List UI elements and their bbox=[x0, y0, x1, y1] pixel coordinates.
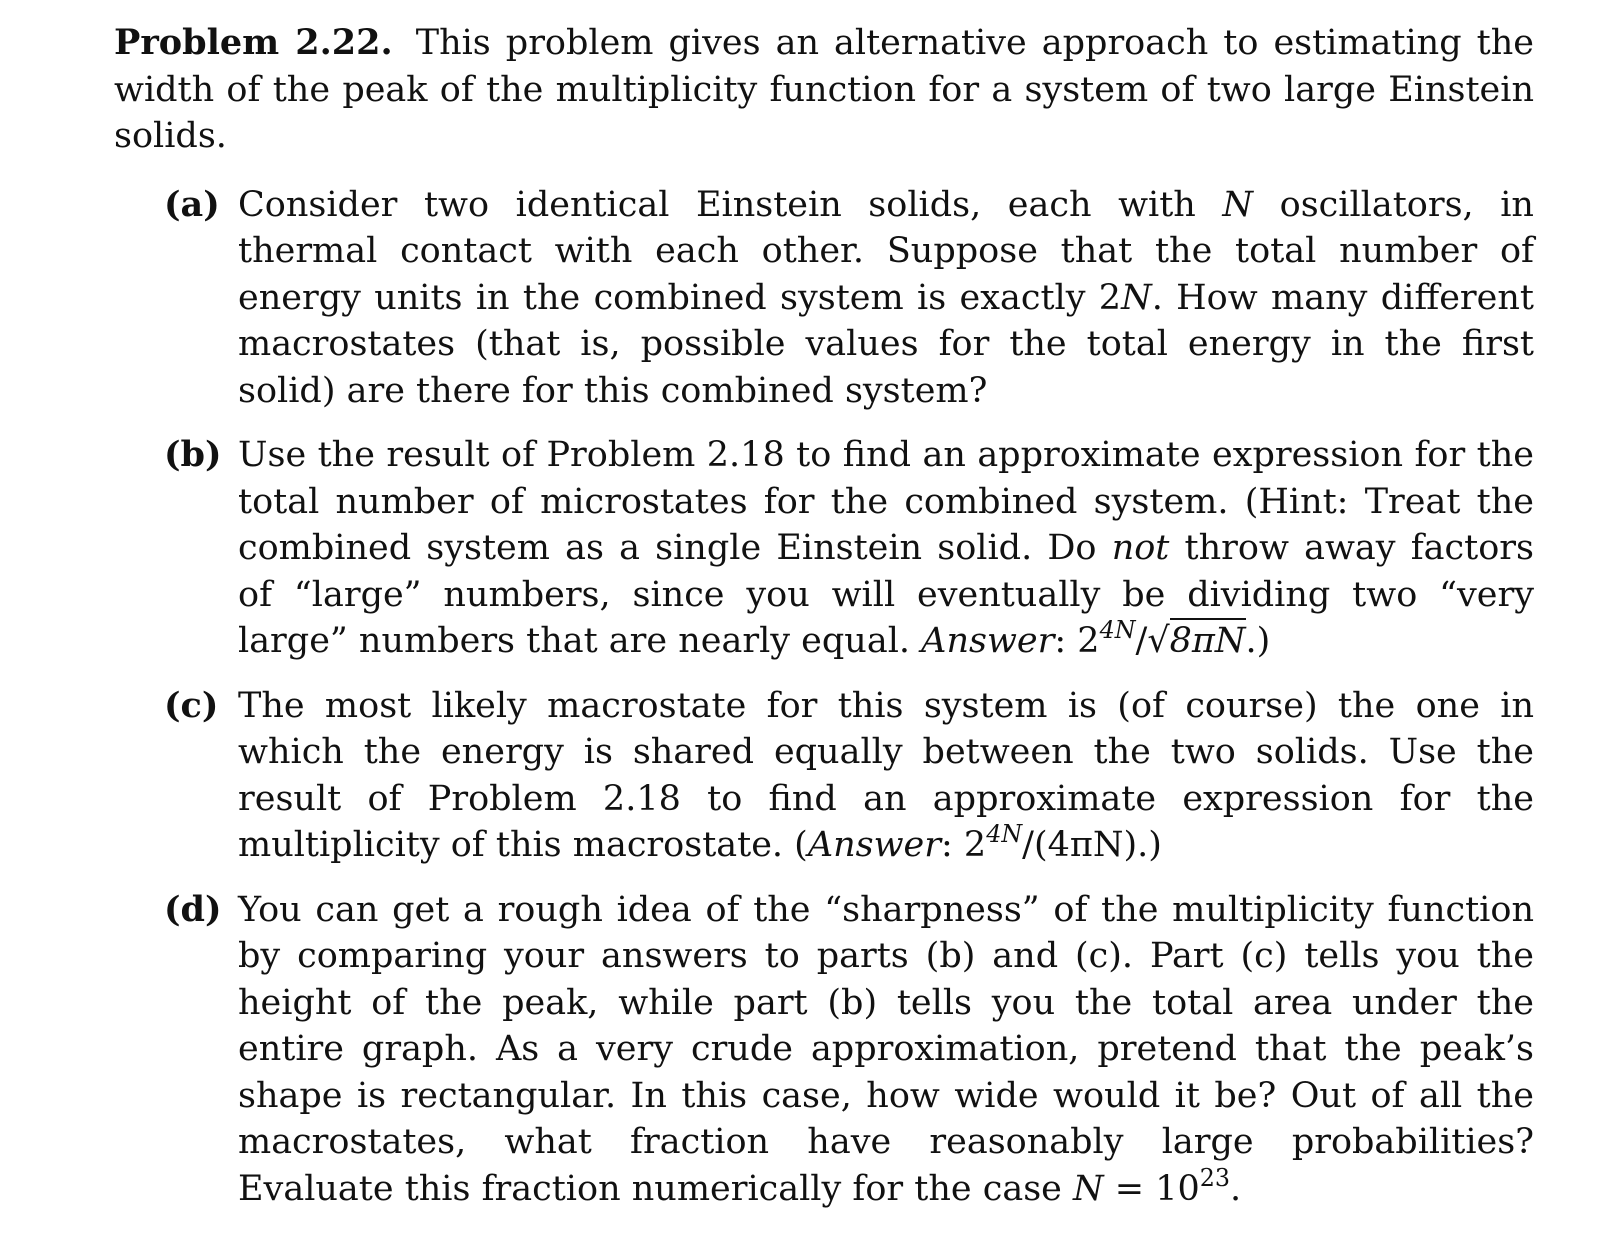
part-c-answer-base: 2 bbox=[963, 825, 987, 865]
part-c-text-1: The most likely macrostate for this system is (of course) the one in which the energy is shared equally between the two solids. Use the result of Problem 2.18 to find an approximate expression for the multiplicity of this macrostate. ( bbox=[238, 685, 1534, 865]
part-b-answer-slash: / bbox=[1135, 621, 1148, 661]
part-c-label: (c) bbox=[164, 684, 219, 726]
problem-parts bbox=[114, 182, 1534, 1213]
part-c: (c) The most likely macrostate for this system is (of course) the one in which the energy is shared equally between the two solids. Use the result of Problem 2.18 to find an approximate expression for the multiplicity of this macrostate. (Answer: $2^{4N}/(4\pi N)$.) bbox=[164, 684, 1534, 865]
problem-intro-text: This problem gives an alternative approach to estimating the width of the peak of the multiplicity function for a system of two large Einstein solids. bbox=[114, 23, 1534, 156]
part-b-answer-base: 2 bbox=[1077, 621, 1100, 661]
part-a-text-3: . How many different macrostates (that is, possible values for the total energy in the first solid) are there for this combined system? bbox=[238, 277, 1534, 411]
part-d-label: (d) bbox=[164, 888, 222, 930]
part-a-text-1: Consider two identical Einstein solids, each with bbox=[238, 184, 1196, 225]
part-b-label: (b) bbox=[164, 434, 222, 475]
part-d-text-1: You can get a rough idea of the “sharpness” of the multiplicity function by comparing your answers to parts (b) and (c). Part (c) tells you the height of the peak, while part (b) tells you the total area under the entire graph. As a very crude approximation, pretend that the peak’s shape is rectangular. In this case, how wide would it be? Out of all the macrostates, what fraction have reasonably large probabilities? Evaluate this fraction numerically for the case bbox=[238, 889, 1534, 1209]
part-b-answer-end: .) bbox=[1245, 621, 1271, 661]
part-b-answer-exponent: 4N bbox=[1099, 616, 1136, 645]
part-a bbox=[114, 182, 1534, 415]
part-d bbox=[114, 887, 1534, 1213]
part-b-answer-label: Answer bbox=[921, 621, 1055, 661]
part-a-label: (a) bbox=[164, 183, 220, 225]
part-b: (b) Use the result of Problem 2.18 to find an approximate expression for the total number of microstates for the combined system. (Hint: Treat the combined system as a single Einstein solid. Do not throw away factors of “large” numbers, since you will eventually be dividing two “very large” numbers that are nearly equal. Answer: $2^{4N}/√8\pi N$.) bbox=[164, 434, 1534, 661]
part-d-var-n: N bbox=[1073, 1168, 1104, 1209]
part-d-end: . bbox=[1230, 1168, 1242, 1209]
part-c-answer-exponent: 4N bbox=[986, 820, 1023, 849]
part-c-answer-label: Answer bbox=[807, 825, 941, 865]
part-b-text-1: Use the result of Problem 2.18 to find an approximate expression for the total number of microstates for the combined system. (Hint: Treat the combined system as a single Einstein solid. Do bbox=[238, 435, 1534, 568]
problem-number: Problem 2.22. bbox=[114, 22, 393, 63]
part-b-sqrt-symbol: √ bbox=[1147, 621, 1170, 661]
part-c-answer-rest: /(4πN).) bbox=[1022, 825, 1162, 865]
part-a-var-n-2: N bbox=[1121, 277, 1152, 318]
part-a-var-n: N bbox=[1222, 184, 1254, 225]
part-b-emphasis: not bbox=[1111, 528, 1170, 568]
part-b-answer-radicand: 8πN bbox=[1170, 618, 1246, 661]
problem-intro bbox=[114, 20, 1534, 160]
problem-page bbox=[114, 20, 1534, 1230]
part-d-equals: = 10 bbox=[1103, 1168, 1200, 1209]
part-a-text-2: oscillators, in thermal contact with each other. Suppose that the total number of energy units in the combined system is exactly 2 bbox=[238, 184, 1534, 318]
part-b-text-2: throw away factors of “large” numbers, since you will eventually be dividing two “very large” numbers that are nearly equal. bbox=[238, 528, 1534, 661]
part-d-exponent: 23 bbox=[1199, 1163, 1231, 1192]
